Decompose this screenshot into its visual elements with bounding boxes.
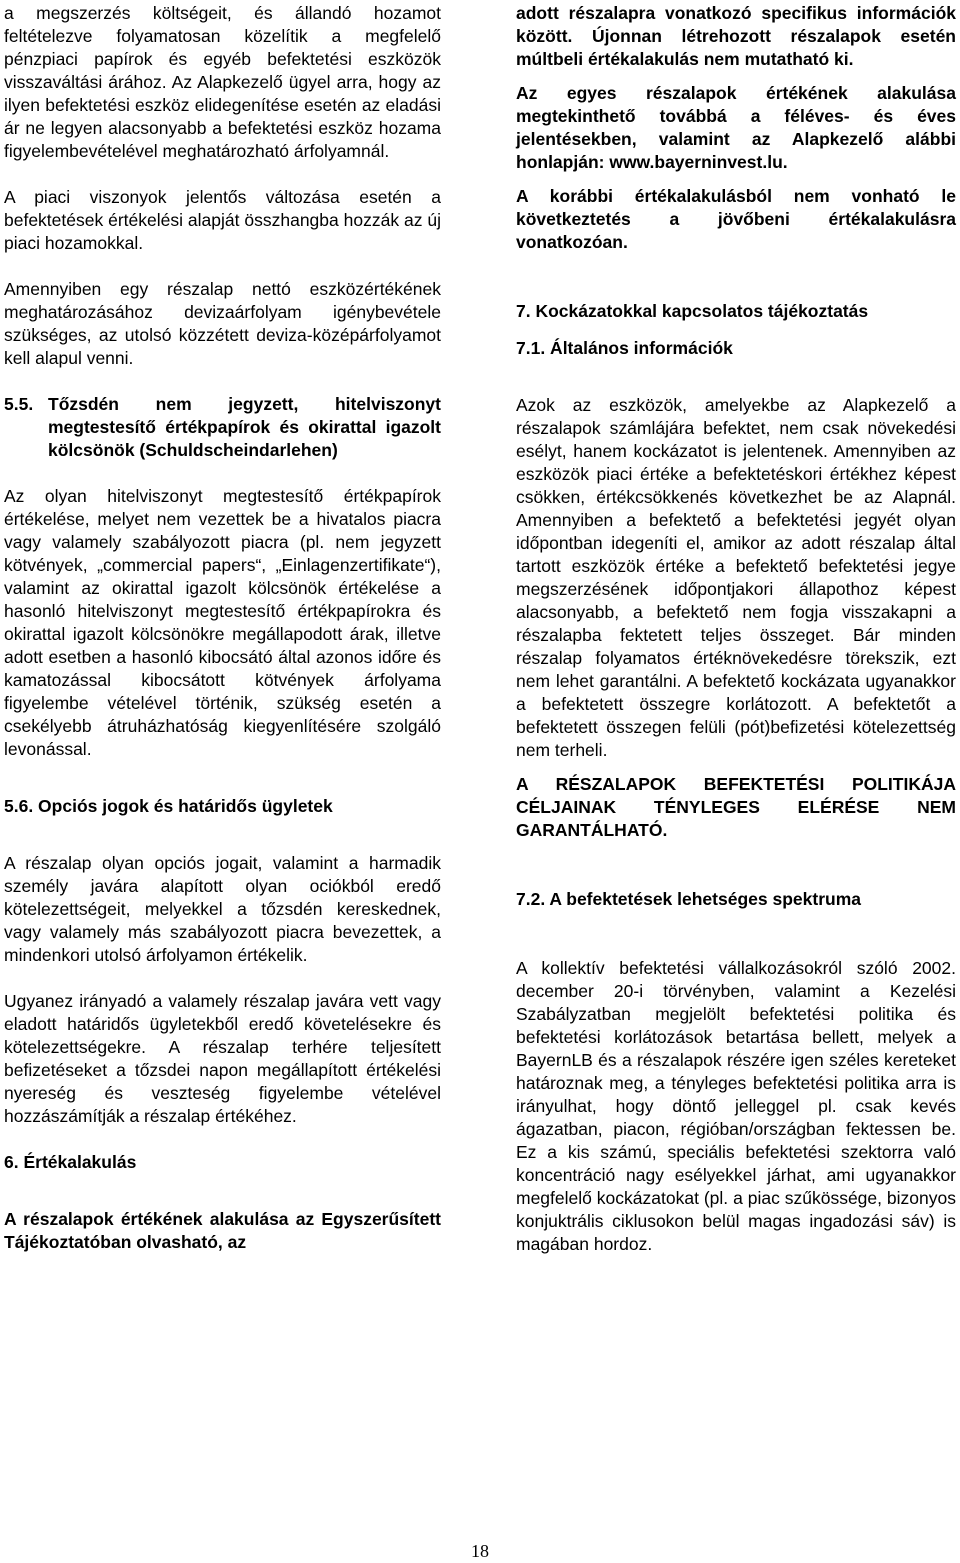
paragraph-unlisted-securities: Az olyan hitelviszonyt megtestesítő értékpapírok értékelése, melyet nem vezettek be a hivatalos piacra vagy valamely szabályozott piacra (pl. nem jegyzett kötvények, „commercial papers“, „Einlagenzertifikate“), valamint az okirattal igazolt kölcsönök értékelése a hasonló hitelviszonyt megtestesítő értékpapírokra és okirattal igazolt kölcsönökre megállapodott árak, illetve adott esetben a hasonló kibocsátó által azonos időre és kamatozással kibocsátott kötvények árfolyama figyelembe vételével történik, szükség esetén a csekélyebb átruházhatóság kiegyenlítésére szolgáló levonással.	[4, 486, 441, 759]
section-heading-7-2: 7.2. A befektetések lehetséges spektruma	[516, 889, 861, 909]
section-heading-5-5	[4, 393, 441, 462]
paragraph-general-risk: Azok az eszközök, amelyekbe az Alapkezelő a részalapok számlájára befektet, nem csak növekedési esélyt, hanem kockázatot is jelentenek. Amennyiben az eszközök piaci értéke a befektetéskori értékhez képest csökken, értékcsökkenés következhet be az Alapnál. Amennyiben a befektető a befektetési jegyét olyan időpontban idegeníti el, amikor az adott részalap által tartott eszközök értéke a befektető befektetési jegye megszerzésének időpontjakori állapothoz képest alacsonyabb, a befektető nem fogja visszakapni a részalapba fektetett teljes összeget. Bár minden részalap folyamatos értéknövekedésre törekszik, ezt nem lehet garantálni. A befektető kockázata ugyanakkor a befektetett összegre korlátozott. A befektetőt a befektetett összegen felüli (pót)befizetési kötelezettség nem terheli.	[516, 395, 956, 760]
section-heading-7-1: 7.1. Általános információk	[516, 338, 733, 358]
left-column	[4, 0, 441, 1254]
paragraph-past-performance: A korábbi értékalakulásból nem vonható le következtetés a jövőbeni értékalakulásra vonatkozóan.	[516, 186, 956, 252]
paragraph-investment-spectrum: A kollektív befektetési vállalkozásokról szóló 2002. december 20-i törvényben, valamint a Kezelési Szabályzatban megjelölt befektetési politika és befektetési korlátozások betartása bellett, melyek a BayernLB és a részalapok részére igen széles kereteket határoznak meg, a tényleges befektetési politika arra is irányulhat, hogy döntő jelleggel pl. csak kevés ágazatban, piacon, régióban/országban fektessen be. Ez a kis számú, speciális befektetési szektorra való koncentráció nagy esélyekkel járhat, ami ugyanakkor megfelelő kockázatokat (pl. a piac szűkössége, bizonyos konjuktrális ciklusokon belül magas ingadozási sáv) is magában hordoz.	[516, 958, 956, 1254]
section-title: Tőzsdén nem jegyzett, hitelviszonyt megtestesítő értékpapírok és okirattal igazolt kölcsönök (Schuldscheindarlehen)	[48, 394, 441, 460]
paragraph-performance-intro: A részalapok értékének alakulása az Egyszerűsített Tájékoztatóban olvasható, az	[4, 1209, 441, 1252]
section-heading-6: 6. Értékalakulás	[4, 1152, 137, 1172]
paragraph-futures: Ugyanez irányadó a valamely részalap javára vett vagy eladott határidős ügyletekből eredő követelésekre és kötelezettségekre. A részalap terhére teljesített befizetéseket a tőzsdei napon megállapított értékelési nyereség és veszteség figyelembe vételével hozzászámítják a részalap értékéhez.	[4, 991, 441, 1126]
paragraph-valuation-money-market: a megszerzés költségeit, és állandó hozamot feltételezve folyamatosan közelítik a megfelelő pénzpiaci papírok és egyéb befektetési eszközök visszaváltási árához. Az Alapkezelő ügyel arra, hogy az ilyen befektetési eszköz elidegenítése esetén az eladási ár ne legyen alacsonyabb a befektetési eszköz hozama figyelembevételével meghatározható árfolyamnál.	[4, 3, 441, 161]
section-heading-7: 7. Kockázatokkal kapcsolatos tájékoztatás	[516, 301, 869, 321]
paragraph-options: A részalap olyan opciós jogait, valamint a harmadik személy javára alapított olyan ociókból eredő kötelezettségeit, melyekkel a tőzsdén kereskednek, vagy valamely más szabályozott piacra bevezettek, a mindenkori utolsó árfolyamon értékelik.	[4, 853, 441, 965]
page-number: 18	[471, 1541, 489, 1561]
paragraph-reports-website: Az egyes részalapok értékének alakulása megtekinthető továbbá a féléves- és éves jelentésekben, valamint az Alapkezelő alábbi honlapján: www.bayerninvest.lu.	[516, 83, 956, 172]
paragraph-fund-specific-info: adott részalapra vonatkozó specifikus információk között. Újonnan létrehozott részalapok esetén múltbeli értékalakulás nem mutatható ki.	[516, 3, 956, 69]
section-heading-5-6: 5.6. Opciós jogok és határidős ügyletek	[4, 796, 333, 816]
right-column	[516, 0, 956, 1256]
paragraph-no-guarantee: A RÉSZALAPOK BEFEKTETÉSI POLITIKÁJA CÉLJAINAK TÉNYLEGES ELÉRÉSE NEM GARANTÁLHATÓ.	[516, 774, 956, 840]
paragraph-market-changes: A piaci viszonyok jelentős változása esetén a befektetések értékelési alapját összhangba hozzák az új piaci hozamokkal.	[4, 187, 441, 253]
section-number: 5.5.	[4, 394, 34, 414]
paragraph-fx-rate: Amennyiben egy részalap nettó eszközértékének meghatározásához devizaárfolyam igénybevétele szükséges, az utolsó közzétett deviza-középárfolyamot kell alapul venni.	[4, 279, 441, 368]
